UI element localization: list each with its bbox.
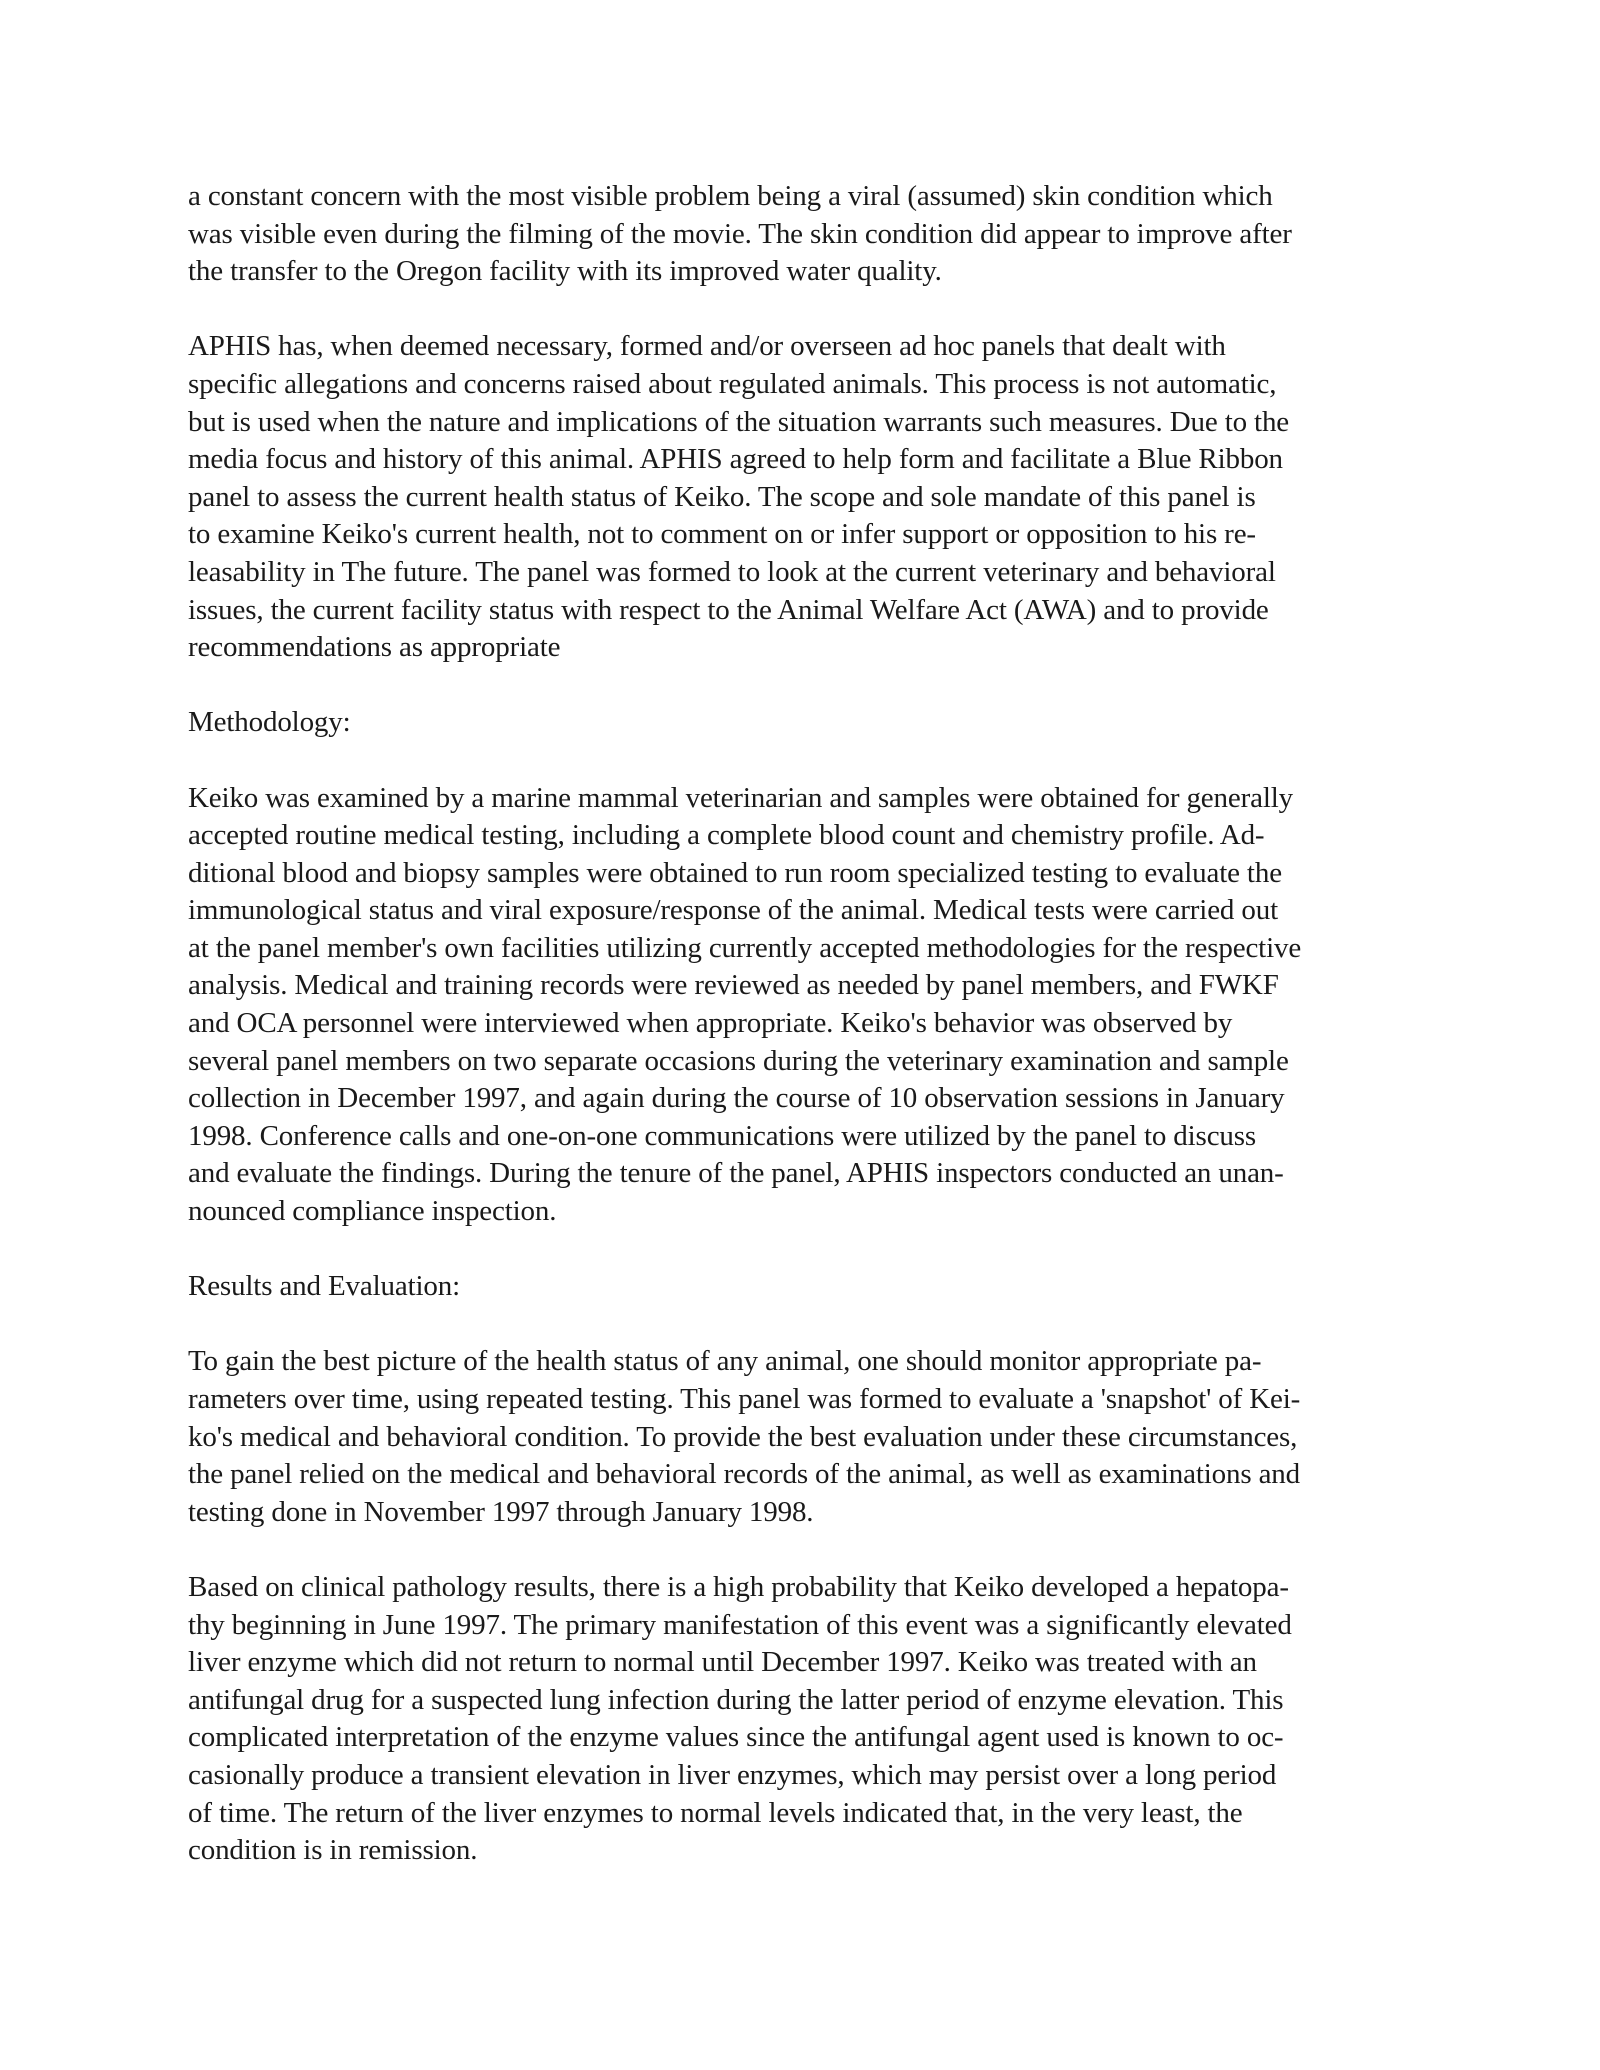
- text-line: complicated interpretation of the enzyme values since the antifungal agent used is known to oc-: [188, 1721, 1284, 1754]
- text-line: analysis. Medical and training records were reviewed as needed by panel members, and FWKF: [188, 969, 1279, 1002]
- paragraph-clinical-pathology: [188, 1569, 1428, 1870]
- text-line: accepted routine medical testing, including a complete blood count and chemistry profile. Ad-: [188, 819, 1265, 852]
- text-line: rameters over time, using repeated testing. This panel was formed to evaluate a 'snapshot' of Kei-: [188, 1383, 1301, 1415]
- text-line: the panel relied on the medical and behavioral records of the animal, as well as examinations and: [188, 1458, 1301, 1491]
- text-line: several panel members on two separate occasions during the veterinary examination and sample: [188, 1044, 1289, 1077]
- text-line: Keiko was examined by a marine mammal veterinarian and samples were obtained for generally: [188, 781, 1293, 814]
- paragraph-skin-condition: [188, 178, 1428, 291]
- text-line: at the panel member's own facilities utilizing currently accepted methodologies for the respective: [188, 931, 1302, 964]
- text-line: testing done in November 1997 through January 1998.: [188, 1495, 814, 1528]
- text-line: casionally produce a transient elevation in liver enzymes, which may persist over a long period: [188, 1758, 1277, 1791]
- text-line: and OCA personnel were interviewed when appropriate. Keiko's behavior was observed by: [188, 1007, 1233, 1040]
- text-line: liver enzyme which did not return to normal until December 1997. Keiko was treated with an: [188, 1646, 1257, 1679]
- paragraph-methodology: [188, 780, 1428, 1231]
- text-line: immunological status and viral exposure/response of the animal. Medical tests were carried out: [188, 894, 1278, 927]
- text-line: leasability in The future. The panel was formed to look at the current veterinary and behavioral: [188, 555, 1276, 588]
- text-line: recommendations as appropriate: [188, 631, 561, 664]
- text-line: condition is in remission.: [188, 1834, 478, 1867]
- paragraph-aphis-panel: [188, 328, 1428, 666]
- text-line: nounced compliance inspection.: [188, 1195, 557, 1228]
- text-line: ko's medical and behavioral condition. To provide the best evaluation under these circumstances,: [188, 1420, 1298, 1453]
- heading-text: Results and Evaluation:: [188, 1270, 461, 1303]
- text-line: of time. The return of the liver enzymes to normal levels indicated that, in the very least, the: [188, 1796, 1243, 1829]
- text-line: 1998. Conference calls and one-on-one communications were utilized by the panel to discuss: [188, 1119, 1257, 1152]
- text-line: ditional blood and biopsy samples were obtained to run room specialized testing to evaluate the: [188, 856, 1282, 889]
- section-heading-results: [188, 1268, 1428, 1306]
- text-line: media focus and history of this animal. APHIS agreed to help form and facilitate a Blue Ribbon: [188, 443, 1283, 476]
- text-line: and evaluate the findings. During the tenure of the panel, APHIS inspectors conducted an unan-: [188, 1157, 1284, 1190]
- text-line: APHIS has, when deemed necessary, formed and/or overseen ad hoc panels that dealt with: [188, 330, 1226, 363]
- paragraph-results-overview: [188, 1343, 1428, 1531]
- text-line: panel to assess the current health status of Keiko. The scope and sole mandate of this panel is: [188, 480, 1256, 513]
- text-line: was visible even during the filming of the movie. The skin condition did appear to improve after: [188, 217, 1292, 250]
- text-line: a constant concern with the most visible problem being a viral (assumed) skin condition which: [188, 180, 1273, 212]
- text-line: to examine Keiko's current health, not to comment on or infer support or opposition to his re-: [188, 518, 1256, 551]
- text-line: but is used when the nature and implications of the situation warrants such measures. Due to the: [188, 405, 1290, 438]
- heading-text: Methodology:: [188, 706, 351, 739]
- text-line: Based on clinical pathology results, there is a high probability that Keiko developed a hepatopa-: [188, 1570, 1289, 1603]
- section-heading-methodology: [188, 704, 1428, 742]
- text-line: the transfer to the Oregon facility with its improved water quality.: [188, 255, 942, 288]
- text-line: antifungal drug for a suspected lung infection during the latter period of enzyme elevation. This: [188, 1683, 1284, 1716]
- text-line: collection in December 1997, and again during the course of 10 observation sessions in January: [188, 1082, 1285, 1115]
- text-line: thy beginning in June 1997. The primary manifestation of this event was a significantly elevated: [188, 1608, 1292, 1641]
- text-line: To gain the best picture of the health status of any animal, one should monitor appropriate pa-: [188, 1345, 1262, 1378]
- document-page: [188, 178, 1428, 1907]
- text-line: issues, the current facility status with respect to the Animal Welfare Act (AWA) and to provide: [188, 593, 1269, 626]
- text-line: specific allegations and concerns raised about regulated animals. This process is not automatic,: [188, 367, 1277, 400]
